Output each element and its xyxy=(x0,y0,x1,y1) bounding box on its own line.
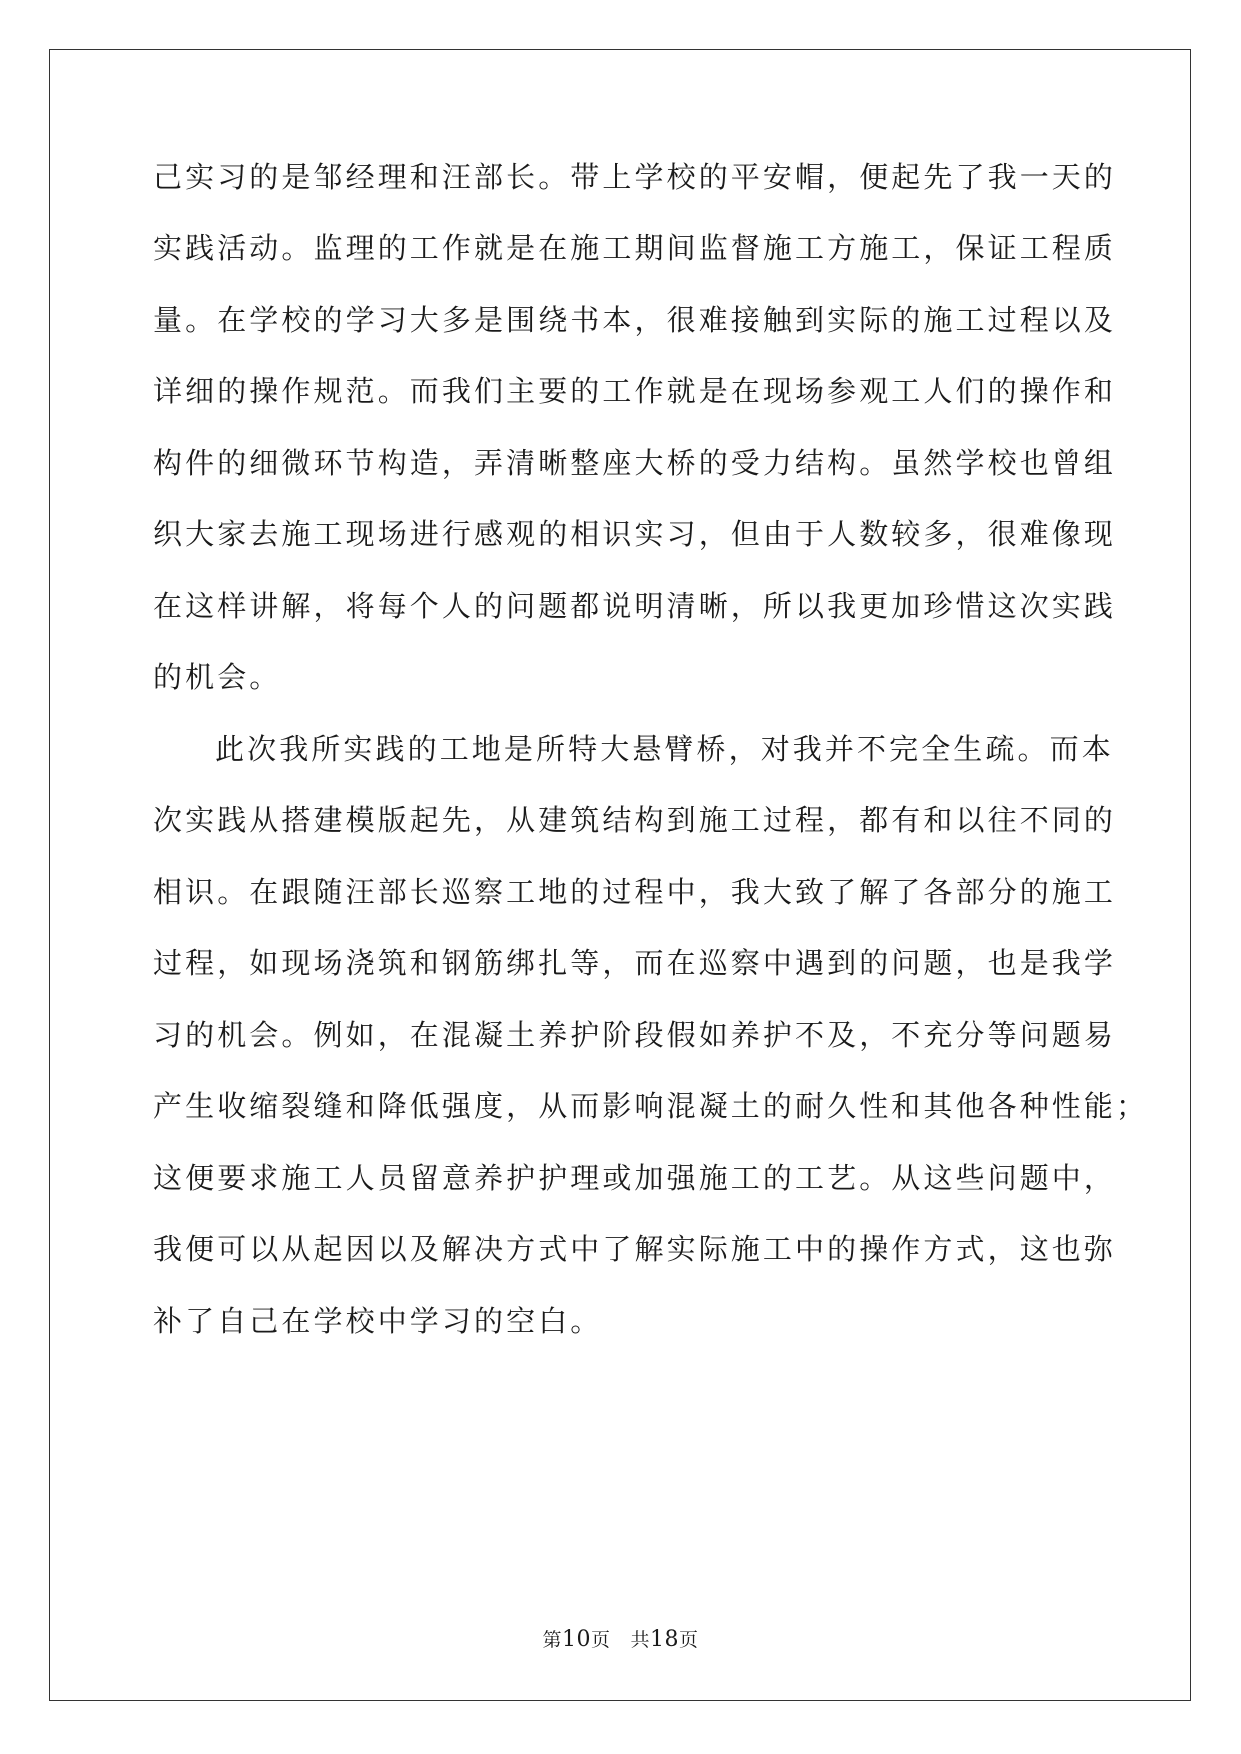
text-line: 量。在学校的学习大多是围绕书本，很难接触到实际的施工过程以及 xyxy=(153,303,1117,337)
page-suffix: 页 xyxy=(590,1629,611,1651)
total-prefix: 共 xyxy=(630,1629,651,1651)
paragraph-first-line: 此次我所实践的工地是所特大悬臂桥，对我并不完全生疏。而本 xyxy=(215,732,1114,766)
text-line: 过程，如现场浇筑和钢筋绑扎等，而在巡察中遇到的问题，也是我学 xyxy=(153,946,1117,980)
page-number-label xyxy=(542,1629,610,1651)
page-footer xyxy=(0,1628,1241,1652)
text-line: 习的机会。例如，在混凝土养护阶段假如养护不及，不充分等问题易 xyxy=(153,1018,1117,1052)
text-line: 产生收缩裂缝和降低强度，从而影响混凝土的耐久性和其他各种性能； xyxy=(153,1089,1149,1123)
text-line: 相识。在跟随汪部长巡察工地的过程中，我大致了解了各部分的施工 xyxy=(153,875,1117,909)
text-line: 己实习的是邹经理和汪部长。带上学校的平安帽，便起先了我一天的 xyxy=(153,160,1117,194)
text-line: 补了自己在学校中学习的空白。 xyxy=(153,1304,603,1338)
text-line: 实践活动。监理的工作就是在施工期间监督施工方施工，保证工程质 xyxy=(153,231,1117,265)
page-prefix: 第 xyxy=(542,1629,562,1651)
text-line: 次实践从搭建模版起先，从建筑结构到施工过程，都有和以往不同的 xyxy=(153,803,1117,837)
total-pages: 18 xyxy=(650,1627,680,1652)
text-line: 详细的操作规范。而我们主要的工作就是在现场参观工人们的操作和 xyxy=(153,374,1117,408)
text-line: 在这样讲解，将每个人的问题都说明清晰，所以我更加珍惜这次实践 xyxy=(153,589,1117,623)
total-pages-label xyxy=(631,1629,699,1651)
text-line: 构件的细微环节构造，弄清晰整座大桥的受力结构。虽然学校也曾组 xyxy=(153,446,1117,480)
text-line: 这便要求施工人员留意养护护理或加强施工的工艺。从这些问题中， xyxy=(153,1161,1117,1195)
text-line: 的机会。 xyxy=(153,660,282,694)
text-line: 我便可以从起因以及解决方式中了解实际施工中的操作方式，这也弥 xyxy=(153,1232,1117,1266)
page-number: 10 xyxy=(561,1627,591,1652)
text-line: 织大家去施工现场进行感观的相识实习，但由于人数较多，很难像现 xyxy=(153,517,1117,551)
total-suffix: 页 xyxy=(679,1629,699,1651)
